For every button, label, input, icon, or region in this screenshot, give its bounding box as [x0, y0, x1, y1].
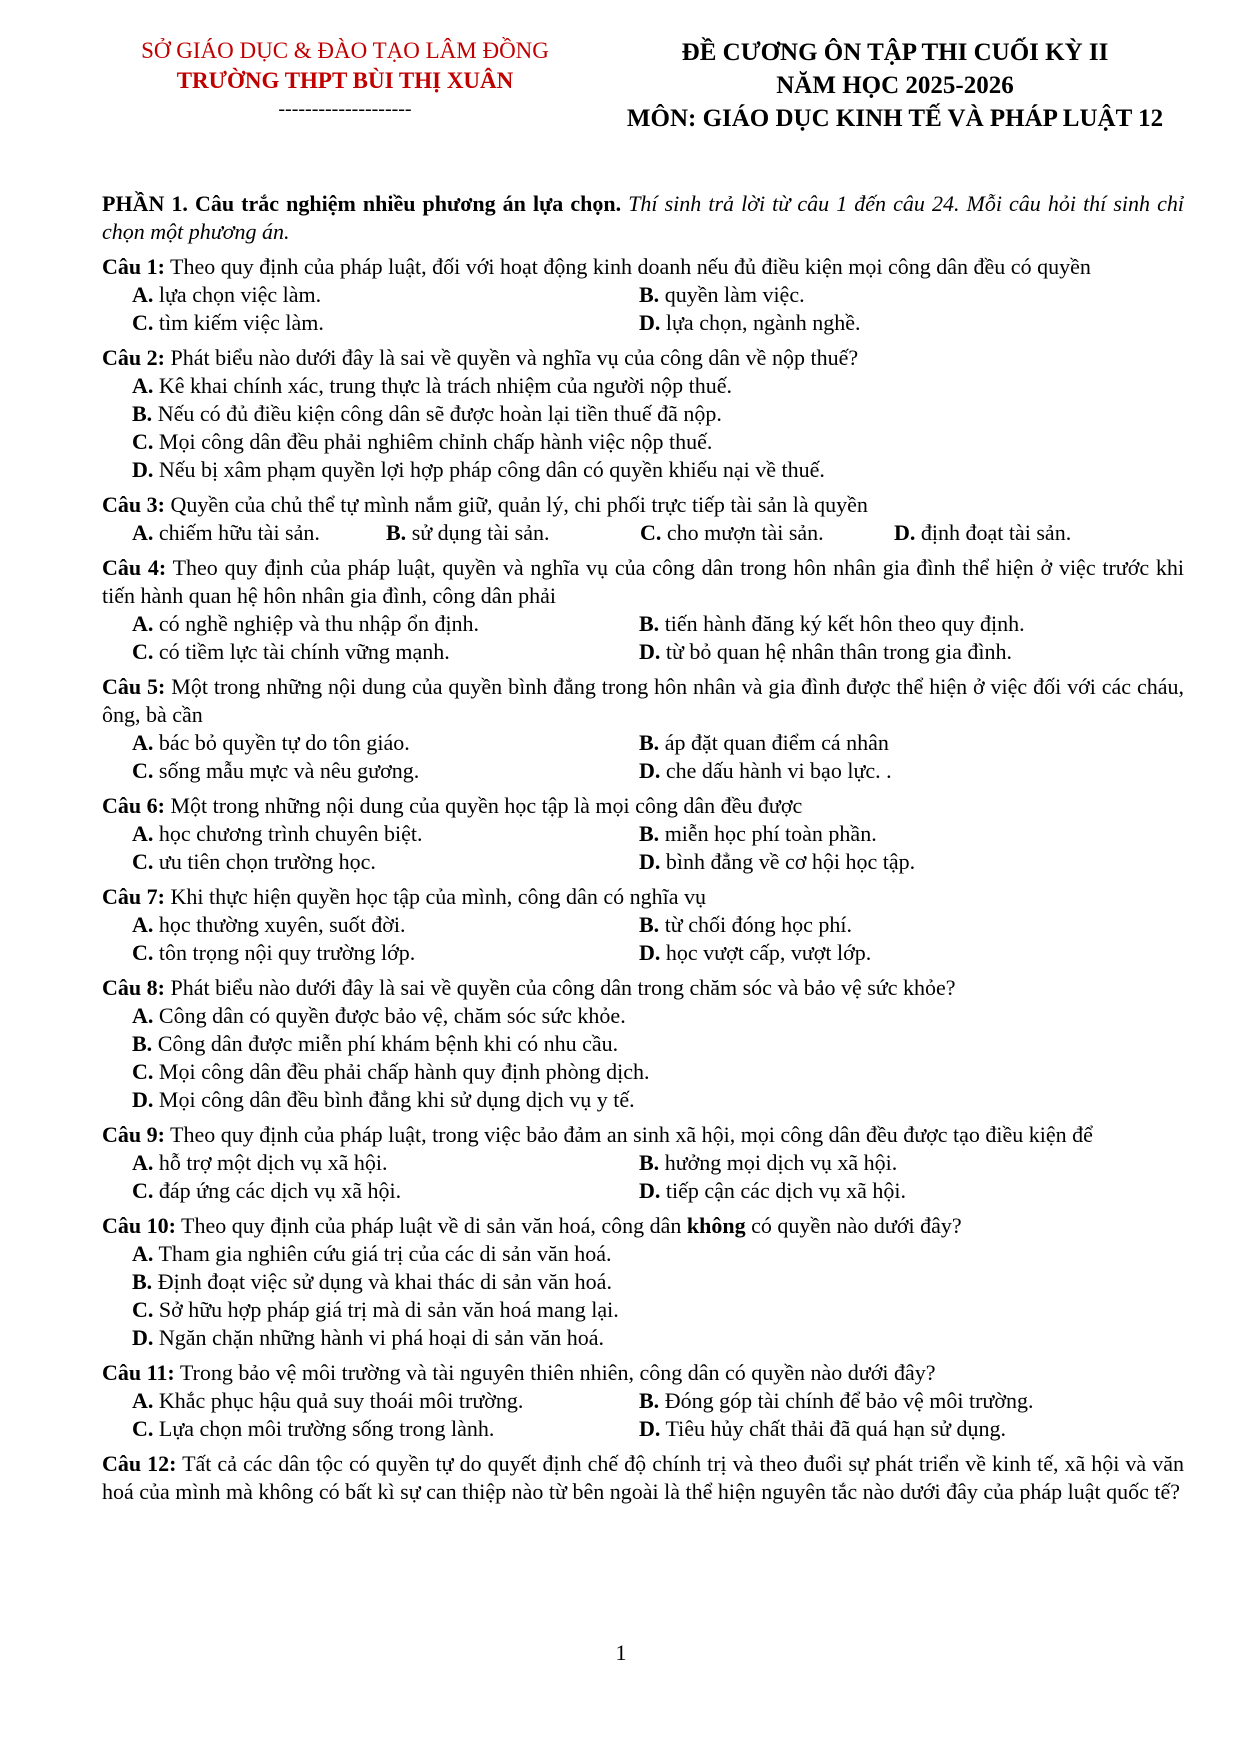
header-divider: --------------------: [278, 98, 412, 120]
question-number: Câu 10:: [102, 1213, 176, 1238]
option-text: sử dụng tài sản.: [406, 520, 550, 545]
exam-title-block: [580, 36, 1210, 135]
option-b: [639, 911, 1146, 939]
option-b: [102, 1030, 1184, 1058]
option-text: Đóng góp tài chính để bảo vệ môi trường.: [659, 1388, 1034, 1413]
question-number: Câu 2:: [102, 345, 165, 370]
option-letter: C.: [132, 849, 154, 874]
option-text: học chương trình chuyên biệt.: [153, 821, 423, 846]
option-text: áp đặt quan điểm cá nhân: [659, 730, 889, 755]
option-a: [132, 1387, 639, 1415]
option-letter: B.: [639, 912, 660, 937]
option-text: tiến hành đăng ký kết hôn theo quy định.: [659, 611, 1025, 636]
options: [102, 281, 1184, 337]
option-letter: D.: [639, 940, 661, 965]
question-number: Câu 11:: [102, 1360, 175, 1385]
question-number: Câu 1:: [102, 254, 165, 279]
option-d: [102, 1086, 1184, 1114]
options: [102, 1002, 1184, 1114]
question-number: Câu 3:: [102, 492, 165, 517]
option-letter: C.: [132, 1178, 154, 1203]
document-header: [0, 36, 1242, 146]
option-letter: A.: [132, 520, 154, 545]
option-letter: D.: [639, 639, 661, 664]
option-letter: D.: [639, 1178, 661, 1203]
option-d: [639, 309, 1146, 337]
question-2: [102, 344, 1184, 484]
option-letter: D.: [639, 1416, 661, 1441]
option-letter: C.: [132, 758, 154, 783]
question-stem: [102, 344, 1184, 372]
option-a: [132, 610, 639, 638]
option-text: Công dân có quyền được bảo vệ, chăm sóc sức khỏe.: [153, 1003, 626, 1028]
question-9: [102, 1121, 1184, 1205]
option-text: Công dân được miễn phí khám bệnh khi có nhu cầu.: [152, 1031, 619, 1056]
options: [102, 1240, 1184, 1352]
option-a: [102, 1240, 1184, 1268]
option-text: che dấu hành vi bạo lực. .: [660, 758, 892, 783]
option-a: [132, 729, 639, 757]
option-text: hưởng mọi dịch vụ xã hội.: [659, 1150, 898, 1175]
option-letter: C.: [132, 310, 154, 335]
question-number: Câu 9:: [102, 1122, 165, 1147]
option-letter: D.: [132, 457, 154, 482]
option-d: [639, 1177, 1146, 1205]
department-name: SỞ GIÁO DỤC & ĐÀO TẠO LÂM ĐỒNG: [141, 38, 549, 63]
option-letter: B.: [639, 1388, 660, 1413]
exam-title: ĐỀ CƯƠNG ÔN TẬP THI CUỐI KỲ II: [681, 39, 1109, 66]
option-text: Ngăn chặn những hành vi phá hoại di sản văn hoá.: [153, 1325, 604, 1350]
option-b: [639, 820, 1146, 848]
question-1: [102, 253, 1184, 337]
option-text: hỗ trợ một dịch vụ xã hội.: [153, 1150, 388, 1175]
option-letter: A.: [132, 912, 154, 937]
option-letter: C.: [132, 1297, 154, 1322]
question-text: Phát biểu nào dưới đây là sai về quyền và nghĩa vụ của công dân về nộp thuế?: [164, 345, 859, 370]
option-text: miễn học phí toàn phần.: [659, 821, 877, 846]
option-text: từ bỏ quan hệ nhân thân trong gia đình.: [660, 639, 1013, 664]
option-c: [132, 757, 639, 785]
option-c: [102, 1296, 1184, 1324]
options: [102, 372, 1184, 484]
option-letter: B.: [639, 282, 660, 307]
option-text: học thường xuyên, suốt đời.: [153, 912, 406, 937]
option-text: tôn trọng nội quy trường lớp.: [153, 940, 416, 965]
option-b: [639, 729, 1146, 757]
option-a: [102, 372, 1184, 400]
option-letter: A.: [132, 1241, 154, 1266]
question-stem: [102, 883, 1184, 911]
document-body: [102, 190, 1184, 1506]
option-b: [102, 400, 1184, 428]
option-d: [639, 848, 1146, 876]
option-text: Nếu bị xâm phạm quyền lợi hợp pháp công dân có quyền khiếu nại về thuế.: [153, 457, 825, 482]
question-text: Theo quy định của pháp luật, đối với hoạt động kinh doanh nếu đủ điều kiện mọi công dân đều có quyền: [164, 254, 1091, 279]
option-letter: D.: [639, 758, 661, 783]
option-c: [132, 638, 639, 666]
option-text: tìm kiếm việc làm.: [153, 310, 324, 335]
option-letter: B.: [132, 1031, 153, 1056]
option-text: học vượt cấp, vượt lớp.: [660, 940, 872, 965]
question-11: [102, 1359, 1184, 1443]
option-c: [640, 519, 894, 547]
option-d: [639, 638, 1146, 666]
option-text: sống mẫu mực và nêu gương.: [153, 758, 420, 783]
option-text: ưu tiên chọn trường học.: [153, 849, 376, 874]
option-letter: B.: [386, 520, 407, 545]
option-text: Tham gia nghiên cứu giá trị của các di sản văn hoá.: [153, 1241, 612, 1266]
option-a: [132, 281, 639, 309]
question-12: [102, 1450, 1184, 1506]
question-stem: [102, 1450, 1184, 1506]
option-letter: A.: [132, 611, 154, 636]
question-10: [102, 1212, 1184, 1352]
option-text: có nghề nghiệp và thu nhập ổn định.: [153, 611, 480, 636]
page-number: 1: [615, 1640, 627, 1665]
option-text: cho mượn tài sản.: [661, 520, 824, 545]
option-text: đáp ứng các dịch vụ xã hội.: [153, 1178, 402, 1203]
option-letter: C.: [132, 639, 154, 664]
question-3: [102, 491, 1184, 547]
question-number: Câu 8:: [102, 975, 165, 1000]
question-4: [102, 554, 1184, 666]
option-a: [102, 1002, 1184, 1030]
option-letter: C.: [132, 1059, 154, 1084]
question-text: Khi thực hiện quyền học tập của mình, công dân có nghĩa vụ: [164, 884, 706, 909]
school-info: [120, 36, 570, 122]
option-c: [132, 848, 639, 876]
options: [102, 911, 1184, 967]
option-text: Nếu có đủ điều kiện công dân sẽ được hoàn lại tiền thuế đã nộp.: [152, 401, 722, 426]
option-text: Mọi công dân đều phải chấp hành quy định phòng dịch.: [153, 1059, 650, 1084]
option-letter: A.: [132, 1150, 154, 1175]
option-c: [102, 428, 1184, 456]
option-text: định đoạt tài sản.: [915, 520, 1072, 545]
option-text: từ chối đóng học phí.: [659, 912, 852, 937]
options: [102, 1149, 1184, 1205]
option-text: chiếm hữu tài sản.: [153, 520, 320, 545]
option-c: [132, 1415, 639, 1443]
options: [102, 820, 1184, 876]
option-letter: B.: [132, 401, 153, 426]
question-stem: [102, 673, 1184, 729]
option-text: lựa chọn việc làm.: [153, 282, 322, 307]
options: [102, 519, 1184, 547]
option-letter: C.: [132, 940, 154, 965]
question-stem: [102, 554, 1184, 610]
option-letter: D.: [132, 1325, 154, 1350]
question-text: Một trong những nội dung của quyền bình đẳng trong hôn nhân và gia đình được thể hiện ở việc đối với các cháu, ông, bà cần: [102, 674, 1184, 727]
question-text: Một trong những nội dung của quyền học tập là mọi công dân đều được: [164, 793, 803, 818]
question-number: Câu 5:: [102, 674, 166, 699]
option-b: [102, 1268, 1184, 1296]
option-d: [639, 757, 1146, 785]
question-6: [102, 792, 1184, 876]
question-5: [102, 673, 1184, 785]
option-letter: D.: [639, 310, 661, 335]
question-text: Theo quy định của pháp luật về di sản văn hoá, công dân: [175, 1213, 687, 1238]
question-text-emphasis: không: [686, 1213, 746, 1238]
option-b: [639, 1387, 1146, 1415]
question-number: Câu 7:: [102, 884, 165, 909]
option-text: có tiềm lực tài chính vững mạnh.: [153, 639, 450, 664]
option-a: [132, 519, 386, 547]
question-number: Câu 6:: [102, 793, 165, 818]
question-text: Quyền của chủ thể tự mình nắm giữ, quản lý, chi phối trực tiếp tài sản là quyền: [164, 492, 868, 517]
options: [102, 1387, 1184, 1443]
option-a: [132, 911, 639, 939]
option-text: bình đẳng về cơ hội học tập.: [660, 849, 916, 874]
option-c: [132, 1177, 639, 1205]
option-text: Khắc phục hậu quả suy thoái môi trường.: [153, 1388, 524, 1413]
option-d: [102, 1324, 1184, 1352]
option-text: Lựa chọn môi trường sống trong lành.: [153, 1416, 495, 1441]
options: [102, 610, 1184, 666]
question-text: có quyền nào dưới đây?: [745, 1213, 962, 1238]
option-d: [639, 1415, 1146, 1443]
question-text: Trong bảo vệ môi trường và tài nguyên thiên nhiên, công dân có quyền nào dưới đây?: [174, 1360, 936, 1385]
option-text: Tiêu hủy chất thải đã quá hạn sử dụng.: [660, 1416, 1006, 1441]
option-letter: C.: [132, 1416, 154, 1441]
option-b: [639, 1149, 1146, 1177]
option-letter: A.: [132, 730, 154, 755]
option-text: quyền làm việc.: [659, 282, 805, 307]
options: [102, 729, 1184, 785]
option-letter: B.: [639, 821, 660, 846]
option-letter: D.: [639, 849, 661, 874]
option-d: [639, 939, 1146, 967]
section-title: PHẦN 1. Câu trắc nghiệm nhiều phương án lựa chọn.: [102, 191, 622, 216]
question-text: Theo quy định của pháp luật, trong việc bảo đảm an sinh xã hội, mọi công dân đều được tạo điều kiện để: [164, 1122, 1093, 1147]
option-letter: B.: [132, 1269, 153, 1294]
school-year: NĂM HỌC 2025-2026: [776, 72, 1014, 99]
option-letter: D.: [894, 520, 916, 545]
option-letter: B.: [639, 1150, 660, 1175]
option-text: Kê khai chính xác, trung thực là trách nhiệm của người nộp thuế.: [153, 373, 732, 398]
option-text: Định đoạt việc sử dụng và khai thác di sản văn hoá.: [152, 1269, 612, 1294]
question-number: Câu 12:: [102, 1451, 177, 1476]
option-b: [639, 281, 1146, 309]
question-stem: [102, 491, 1184, 519]
option-c: [102, 1058, 1184, 1086]
option-letter: C.: [640, 520, 662, 545]
question-7: [102, 883, 1184, 967]
option-c: [132, 309, 639, 337]
option-d: [102, 456, 1184, 484]
section-intro: [102, 190, 1184, 246]
option-c: [132, 939, 639, 967]
question-text: Theo quy định của pháp luật, quyền và nghĩa vụ của công dân trong hôn nhân gia đình thể hiện ở việc trước khi tiến hành quan hệ hôn nhân gia đình, công dân phải: [102, 555, 1185, 608]
question-stem: [102, 1121, 1184, 1149]
option-text: Mọi công dân đều bình đẳng khi sử dụng dịch vụ y tế.: [153, 1087, 635, 1112]
option-letter: A.: [132, 373, 154, 398]
question-stem: [102, 792, 1184, 820]
question-stem: [102, 1212, 1184, 1240]
question-text: Tất cả các dân tộc có quyền tự do quyết định chế độ chính trị và theo đuổi sự phát triển về kinh tế, xã hội và văn hoá của mình mà không có bất kì sự can thiệp nào từ bên ngoài là thể hiện nguyên tắc nào dưới đây của pháp luật quốc tế?: [102, 1451, 1184, 1504]
question-stem: [102, 253, 1184, 281]
question-8: [102, 974, 1184, 1114]
option-letter: D.: [132, 1087, 154, 1112]
school-name: TRƯỜNG THPT BÙI THỊ XUÂN: [176, 68, 514, 93]
option-letter: B.: [639, 730, 660, 755]
option-text: bác bỏ quyền tự do tôn giáo.: [153, 730, 410, 755]
option-letter: A.: [132, 1003, 154, 1028]
option-letter: A.: [132, 282, 154, 307]
option-text: tiếp cận các dịch vụ xã hội.: [660, 1178, 906, 1203]
question-stem: [102, 974, 1184, 1002]
question-number: Câu 4:: [102, 555, 167, 580]
option-text: Sở hữu hợp pháp giá trị mà di sản văn hoá mang lại.: [153, 1297, 619, 1322]
section-instruction: Thí sinh trả lời từ câu 1 đến câu 24. Mỗi câu hỏi thí sinh chỉ chọn một phương án.: [102, 191, 1184, 244]
question-text: Phát biểu nào dưới đây là sai về quyền của công dân trong chăm sóc và bảo vệ sức khỏe?: [164, 975, 956, 1000]
question-stem: [102, 1359, 1184, 1387]
option-text: Mọi công dân đều phải nghiêm chỉnh chấp hành việc nộp thuế.: [153, 429, 713, 454]
option-letter: B.: [639, 611, 660, 636]
subject-name: MÔN: GIÁO DỤC KINH TẾ VÀ PHÁP LUẬT 12: [626, 105, 1164, 132]
option-a: [132, 820, 639, 848]
option-b: [639, 610, 1146, 638]
option-b: [386, 519, 640, 547]
option-text: lựa chọn, ngành nghề.: [660, 310, 861, 335]
option-letter: C.: [132, 429, 154, 454]
option-letter: A.: [132, 1388, 154, 1413]
option-a: [132, 1149, 639, 1177]
option-letter: A.: [132, 821, 154, 846]
option-d: [894, 519, 1148, 547]
